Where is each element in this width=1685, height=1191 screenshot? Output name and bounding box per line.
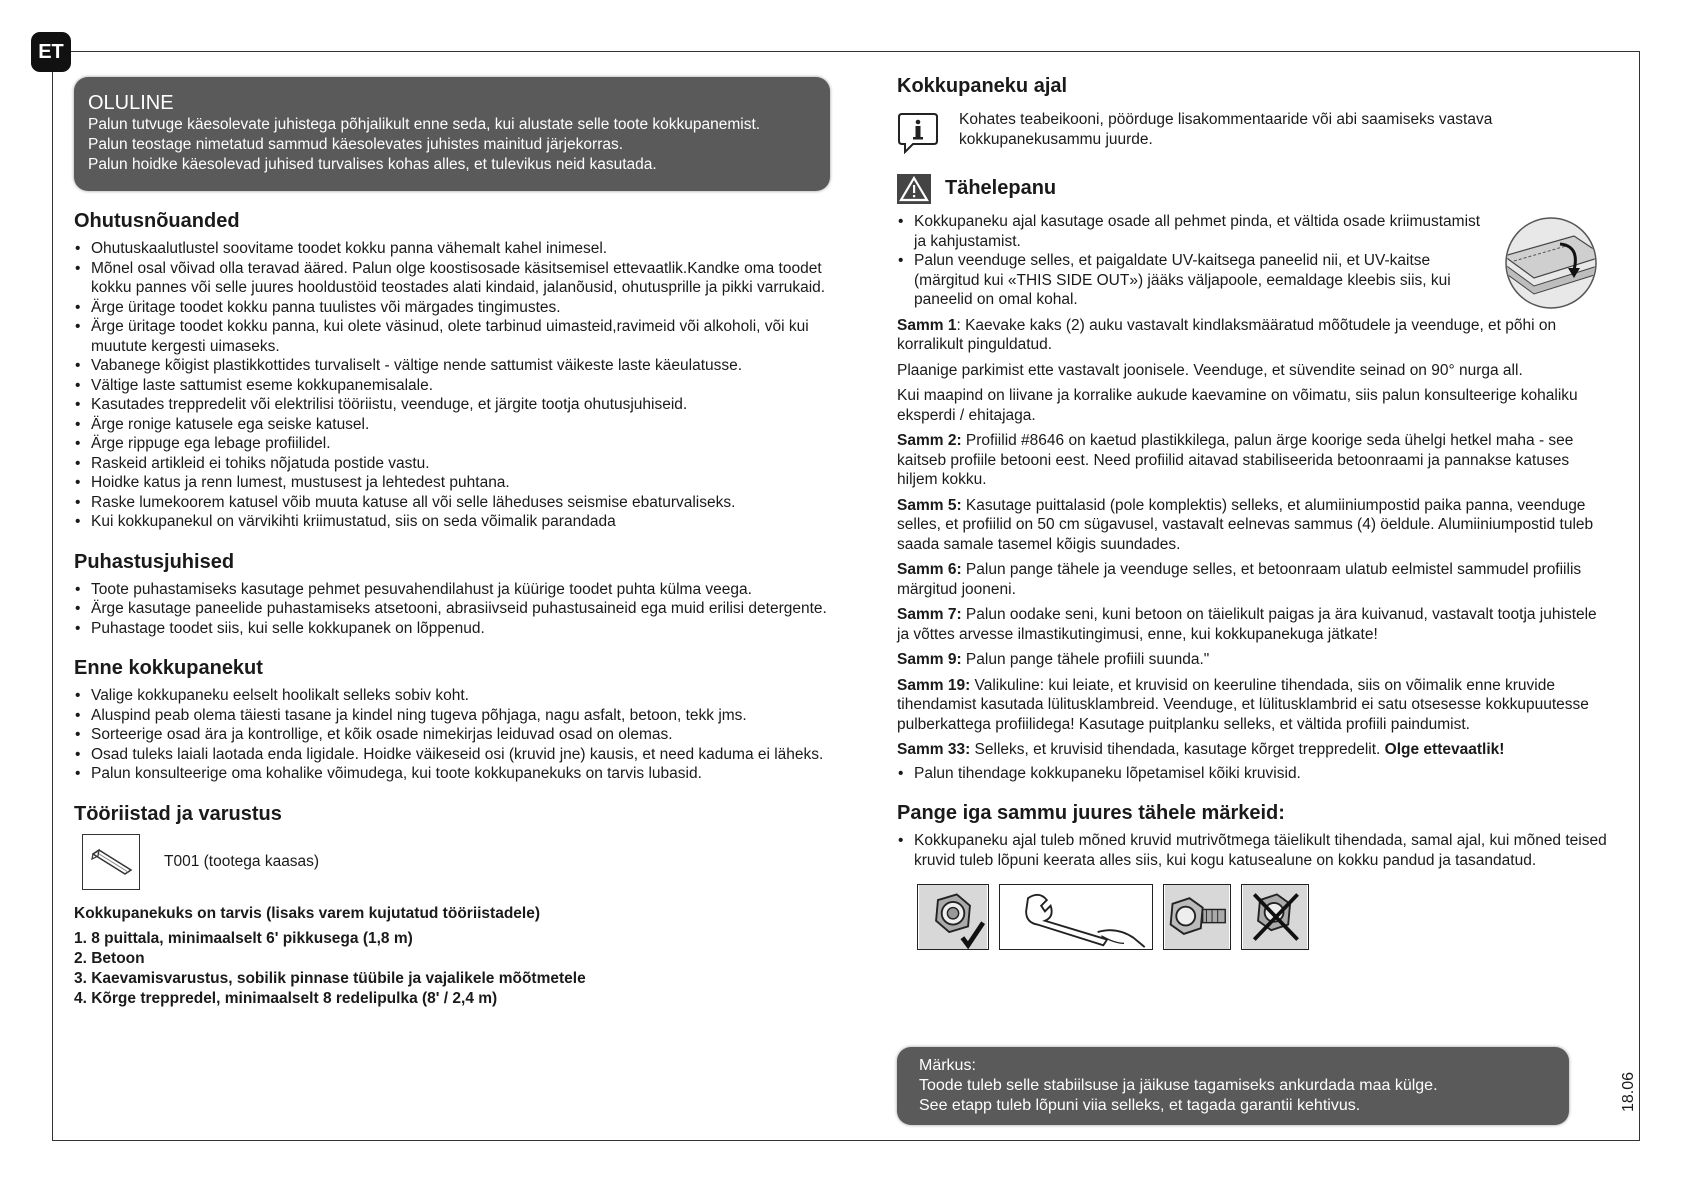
step-5	[897, 496, 1607, 555]
step-1-note	[897, 361, 1607, 381]
info-row	[897, 110, 1607, 154]
warning-icon	[897, 174, 931, 204]
list-item: • Ärge rippuge ega lebage profiilidel.	[74, 434, 830, 454]
step-text: Palun pange tähele profiili suunda."	[961, 651, 1210, 668]
tightened-bolt-icon	[917, 884, 989, 950]
list-item: • Mõnel osal võivad olla teravad ääred. Palun olge koostisosade käsitsemisel ettevaatlik.Kandke oma toodet kokku pannes või selle juures hooldustöid teostades alati kindaid, jalanõusid, ohutusprille ja pikki varrukaid.	[74, 259, 830, 298]
notice-title: OLULINE	[88, 92, 174, 114]
right-column	[897, 74, 1607, 950]
language-tab: ET	[31, 32, 71, 72]
list-item: • Sorteerige osad ära ja kontrollige, et kõik osade nimekirjas leiduvad osad on olemas.	[74, 725, 830, 745]
step-text: Palun oodake seni, kuni betoon on täielikult paigas ja ära kuivanud, vastavalt tootja juhistele ja võttes arvesse ilmastikutingimusi, enne, kui kokkupanekuga jätkate!	[897, 606, 1597, 643]
important-notice	[74, 77, 830, 191]
warning-block	[897, 212, 1607, 310]
list-item: • Kokkupaneku ajal tuleb mõned kruvid mutrivõtmega täielikult tihendada, samal ajal, kui mõned teised kruvid tuleb lõpuni keerata alles siis, kui kogu katusealune on kokku pandud ja tasandatud.	[897, 831, 1607, 870]
step-text: Kui maapind on liivane ja korralike aukude kaevamine on võimatu, siis palun konsulteerige kohaliku eksperdi / ehitajaga.	[897, 387, 1578, 424]
step-text: : Kaevake kaks (2) auku vastavalt kindlaksmääratud mõõtudele ja veenduge, et põhi on korralikult pinguldatud.	[897, 316, 1557, 353]
step-text: Kasutage puittalasid (pole komplektis) selleks, et alumiiniumpostid paika panna, veenduge selles, et profiilid on 50 cm sügavusel, vastavalt eelnevas sammus (4) öeldule. Alumiiniumpostid tuleb saada samale tasemel kõigis suundades.	[897, 496, 1594, 553]
tools-heading: Tööriistad ja varustus	[74, 802, 282, 825]
hex-key-icon	[82, 834, 140, 890]
list-item: • Ärge üritage toodet kokku panna, kui olete väsinud, olete tarbinud uimasteid,ravimeid või alkoholi, või kui muutute kergesti uimaseks.	[74, 317, 830, 356]
note-line: See etapp tuleb lõpuni viia selleks, et tagada garantii kehtivus.	[919, 1097, 1361, 1114]
requirements-title: Kokkupanekuks on tarvis (lisaks varem kujutatud tööriistadele)	[74, 904, 541, 922]
list-item: • Valige kokkupaneku eelselt hoolikalt selleks sobiv koht.	[74, 686, 830, 706]
list-item: • Toote puhastamiseks kasutage pehmet pesuvahendilahust ja küürige toodet puhta külma veega.	[74, 580, 830, 600]
note-title: Märkus:	[919, 1057, 976, 1074]
tool-label: T001 (tootega kaasas)	[164, 852, 320, 870]
step-label: Samm 19:	[897, 676, 971, 694]
step-text: Profiilid #8646 on kaetud plastikkilega, palun ärge koorige seda ühelgi hetkel maha - see kaitseb profiile betooni eest. Need profiilid aitavad stabiliseerida betoonraami ja pannakse katuses hiljem kokku.	[897, 432, 1574, 488]
requirement-item: 2. Betoon	[74, 950, 145, 967]
note-box	[897, 1047, 1569, 1125]
list-item: • Osad tuleks laiali laotada enda ligidale. Hoidke väikeseid osi (kruvid jne) kausis, et need kaduma ei läheks.	[74, 745, 830, 765]
list-item: • Puhastage toodet siis, kui selle kokkupanek on lõppenud.	[74, 619, 830, 639]
before-heading: Enne kokkupanekut	[74, 657, 263, 679]
step-19	[897, 676, 1607, 735]
document-code: 18.06	[1620, 1071, 1637, 1112]
list-item: • Ärge kasutage paneelide puhastamiseks atsetooni, abrasiivseid puhastusaineid ega muid erilisi detergente.	[74, 599, 830, 619]
step-bullets	[897, 764, 1607, 784]
list-item: • Raskeid artikleid ei tohiks nõjatuda postide vastu.	[74, 454, 830, 474]
list-item: • Vabanege kõigist plastikkottides turvaliselt - vältige nende sattumist väikeste laste käeulatusse.	[74, 356, 830, 376]
list-item: • Ohutuskaalutlustel soovitame toodet kokku panna vähemalt kahel inimesel.	[74, 239, 830, 259]
step-1-note	[897, 386, 1607, 425]
requirements-list	[74, 929, 830, 1009]
requirement-item: 3. Kaevamisvarustus, sobilik pinnase tüübile ja vajalikele mõõtmetele	[74, 970, 586, 987]
notice-line: Palun teostage nimetatud sammud käesolevates juhistes mainitud järjekorras.	[88, 136, 624, 153]
step-warning: Olge ettevaatlik!	[1384, 741, 1505, 758]
wrench-icon	[999, 884, 1153, 950]
step-label: Samm 1	[897, 316, 957, 334]
requirement-item: 4. Kõrge treppredel, minimaalselt 8 redelipulka (8' / 2,4 m)	[74, 990, 498, 1007]
list-item: • Kasutades treppredelit või elektrilisi tööriistu, veenduge, et järgite tootja ohutusjuhiseid.	[74, 395, 830, 415]
before-list	[74, 686, 830, 784]
step-text: Palun pange tähele ja veenduge selles, et betoonraam ulatub eelmistel sammudel profiilis märgitud jooneni.	[897, 561, 1582, 598]
list-item: • Ärge ronige katusele ega seiske katusel.	[74, 415, 830, 435]
list-item: • Ärge üritage toodet kokku panna tuulistes või märgades tingimustes.	[74, 298, 830, 318]
list-item: • Palun tihendage kokkupaneku lõpetamisel kõiki kruvisid.	[897, 764, 1607, 784]
step-label: Samm 5:	[897, 496, 962, 514]
note-line: Toode tuleb selle stabiilsuse ja jäikuse tagamiseks ankurdada maa külge.	[919, 1077, 1438, 1094]
info-text: Kohates teabeikooni, pöörduge lisakommentaaride või abi saamiseks vastava kokkupanekusammu juurde.	[959, 111, 1493, 148]
list-item: • Vältige laste sattumist eseme kokkupanemisalale.	[74, 376, 830, 396]
step-label: Samm 6:	[897, 561, 962, 578]
step-1	[897, 316, 1607, 355]
step-6	[897, 560, 1607, 599]
step-text: Plaanige parkimist ette vastavalt joonisele. Veenduge, et süvendite seinad on 90° nurga all.	[897, 361, 1523, 379]
step-33	[897, 740, 1607, 760]
panel-flip-illustration	[1504, 216, 1599, 311]
safety-list	[74, 239, 830, 532]
warning-header	[897, 174, 1607, 204]
list-item: • Hoidke katus ja renn lumest, mustusest ja lehtedest puhtana.	[74, 473, 830, 493]
step-2	[897, 431, 1607, 490]
marks-heading: Pange iga sammu juures tähele märkeid:	[897, 802, 1285, 824]
notice-line: Palun tutvuge käesolevate juhistega põhjalikult enne seda, kui alustate selle toote kokkupanemist.	[88, 116, 761, 133]
during-heading: Kokkupaneku ajal	[897, 75, 1068, 97]
safety-heading: Ohutusnõuanded	[74, 210, 240, 232]
cleaning-heading: Puhastusjuhised	[74, 550, 235, 573]
step-label: Samm 7:	[897, 606, 962, 623]
list-item: • Kokkupaneku ajal kasutage osade all pehmet pinda, et vältida osade kriimustamist ja kahjustamist.	[897, 212, 1482, 251]
step-9	[897, 650, 1607, 670]
notice-line: Palun hoidke käesolevad juhised turvalises kohas alles, et tulevikus neid kasutada.	[88, 156, 657, 173]
screw-illustrations	[917, 884, 1607, 950]
list-item: • Raske lumekoorem katusel võib muuta katuse all või selle läheduses seismise ebaturvaliseks.	[74, 493, 830, 513]
step-label: Samm 33:	[897, 741, 971, 758]
do-not-tighten-icon	[1241, 884, 1309, 950]
step-7	[897, 605, 1607, 644]
cleaning-list	[74, 580, 830, 639]
requirement-item: 1. 8 puittala, minimaalselt 6' pikkusega (1,8 m)	[74, 930, 413, 947]
marks-list	[897, 831, 1607, 870]
step-label: Samm 9:	[897, 651, 962, 668]
left-column	[74, 77, 830, 1009]
list-item: • Palun konsulteerige oma kohalike võimudega, kui toote kokkupanekuks on tarvis lubasid.	[74, 764, 830, 784]
list-item: • Palun veenduge selles, et paigaldate UV-kaitsega paneelid nii, et UV-kaitse (märgitud kui «THIS SIDE OUT») jääks väljapoole, eemaldage kleebis siis, kui paneelid on omal kohal.	[897, 251, 1482, 310]
tool-row	[82, 834, 830, 890]
info-icon	[897, 110, 939, 154]
step-text: Valikuline: kui leiate, et kruvisid on keeruline tihendada, siis on võimalik enne kruvide tihendamist kasutada lülitusklambreid. Veenduge, et lülitusklambrid ei satu otsesesse kokkupuutesse pulberkattega profiilidega! Kasutage puitplanku selleks, et vältida profiili paindumist.	[897, 676, 1589, 733]
step-text: Selleks, et kruvisid tihendada, kasutage kõrget treppredelit.	[970, 741, 1385, 758]
loose-bolt-icon	[1163, 884, 1231, 950]
warning-title: Tähelepanu	[945, 177, 1057, 200]
list-item: • Kui kokkupanekul on värvikihti kriimustatud, siis on seda võimalik parandada	[74, 512, 830, 532]
warning-list	[897, 212, 1482, 310]
list-item: • Aluspind peab olema täiesti tasane ja kindel ning tugeva põhjaga, nagu asfalt, betoon, tekk jms.	[74, 706, 830, 726]
step-label: Samm 2:	[897, 432, 962, 449]
